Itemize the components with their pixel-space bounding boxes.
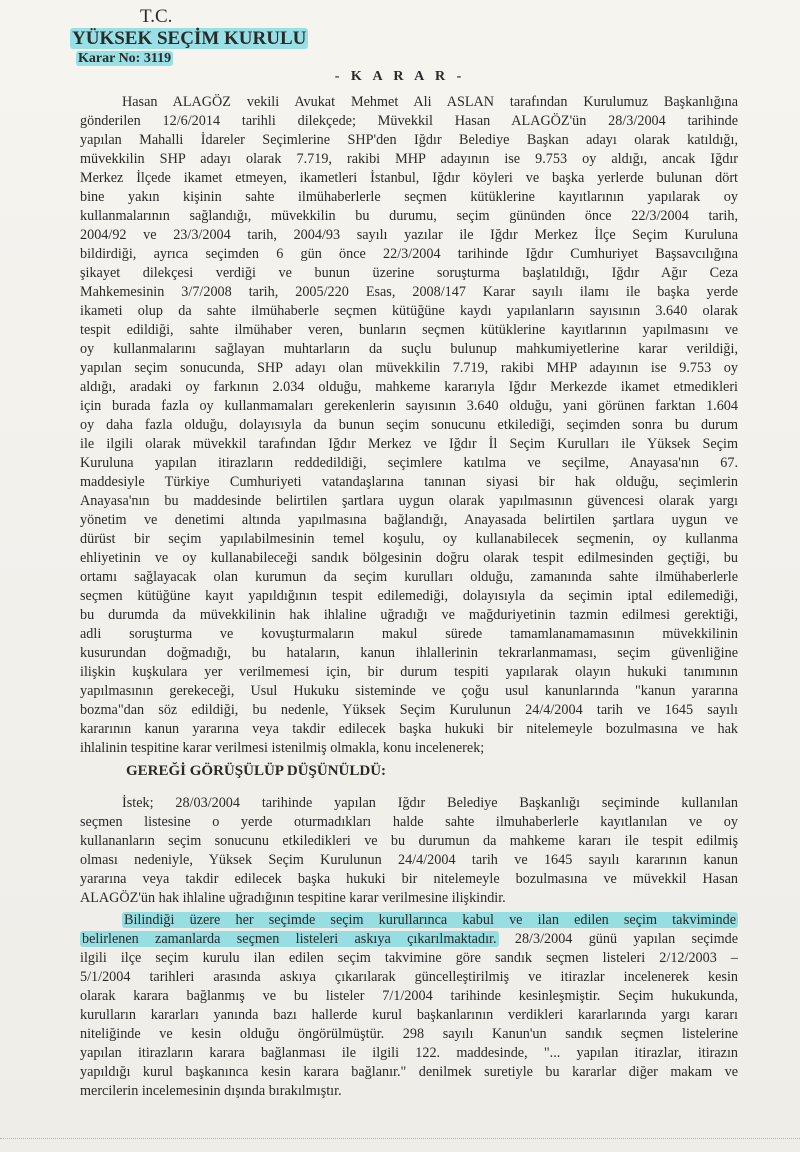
document-title: - K A R A R -	[334, 69, 466, 84]
page-bottom-rule	[0, 1138, 800, 1140]
para1-line: Mahkemesinin 3/7/2008 tarih, 2005/220 Esas, 2008/147 Karar sayılı ilamı ile başka yerde	[80, 284, 738, 300]
para1-line: ihlalinin tespitine karar verilmesi istenilmiş olmakla, konu incelenerek;	[80, 740, 485, 756]
para1-line: kullanmalarının sağlandığı, müvekkilin bu durumu, seçim gününden önce 22/3/2004 tarih,	[80, 208, 738, 224]
para1-line: bozma"dan söz edildiği, bu nedenle, Yüksek Seçim Kurulunun 24/4/2004 tarih ve 1645 sayılı	[80, 702, 738, 718]
para1-line: oy daha fazla olduğu, dolayısıyla da bunun seçim sonucunu etkilediği, seçimden sonra bu durum	[80, 417, 738, 433]
header-tc: T.C.	[140, 6, 173, 27]
para1-line: Kuruluna yapılan itirazların reddedildiği, seçimlere katılma ve seçilme, Anayasa'nın 67.	[80, 455, 738, 471]
para2-line: ALAGÖZ'ün hak ihlaline uğradığının tespitine karar verilmesine ilişkindir.	[80, 890, 506, 906]
para1-line: seçmen kütüğüne kayıt yapıldığının tespit edilemediği, dolayısıyla da seçimin iptal edilemediği,	[80, 588, 738, 604]
section-subheading: GEREĞİ GÖRÜŞÜLÜP DÜŞÜNÜLDÜ:	[126, 763, 387, 779]
ruling-line: yapıldığı kurul başkanınca kesin karara bağlanır." denilmek suretiyle bu kararlar diğer makam ve	[80, 1064, 738, 1080]
ruling-highlight-1: Bilindiği üzere her seçimde seçim kurullarınca kabul ve ilan edilen seçim takviminde	[124, 912, 736, 928]
ruling-line: mercilerin incelemesinin dışında bırakılmıştır.	[80, 1083, 342, 1099]
ruling-line: kurulların kararları yanında bazı hallerde kurul başkanlarının verdikleri kararlarında yargı kararı	[80, 1007, 738, 1023]
ruling-line: 5/1/2004 tarihleri arasında askıya çıkarılarak güncelleştirilmiş ve itirazlar incelenerek kesin	[80, 969, 738, 985]
ruling-line-1	[80, 911, 738, 930]
paragraph-ruling	[80, 911, 738, 1101]
para1-line: ikameti olup da sahte ilmühaberle seçmen kütüğüne kaydı yapılanların sayısının 3.640 olarak	[80, 303, 738, 319]
header-decision-no	[76, 51, 173, 67]
paragraph-petition	[80, 93, 738, 758]
para1-line: bildirdiği, ayrıca seçimden 6 gün önce 22/3/2004 tarihinde Iğdır Cumhuriyet Başsavcılığına	[80, 246, 738, 262]
para1-line: Merkez İlçede ikamet etmeyen, ikametleri İstanbul, Iğdır köyleri ve başka yerlerde bulunan dört	[80, 170, 738, 186]
para1-line: oy kullanmalarını sağlayan muhtarların da suçlu bulunup mahkumiyetlerine karar verildiği,	[80, 341, 738, 357]
para1-line: ortamı sağlayacak olan kurumun da seçim kurulları olduğu, zamanında sahte ilmühaberlerle	[80, 569, 738, 585]
ruling-line-2	[80, 930, 738, 949]
ruling-highlight-2: belirlenen zamanlarda seçmen listeleri askıya çıkarılmaktadır.	[82, 931, 497, 947]
para1-line: müvekkilin SHP adayı olarak 7.719, rakibi MHP adayının ise 9.753 oy aldığı, ancak Iğdır	[80, 151, 738, 167]
para2-line: İstek; 28/03/2004 tarihinde yapılan Iğdır Belediye Başkanlığı seçiminde kullanılan	[122, 795, 738, 811]
para2-line: seçmen listesine o yerde oturmadıkları halde sahte ilmuhaberlerle kayıtlanılan ve oy	[80, 814, 738, 830]
para1-line: yapılmasının gerekeceği, Usul Hukuku sisteminde ve çoğu usul kanunlarında "kanun yararına	[80, 683, 738, 699]
ruling-line: yapılan itirazların karara bağlanması ile ilgili 122. maddesinde, "... yapılan itirazlar, itirazın	[80, 1045, 738, 1061]
para1-line: ile ilgili olarak müvekkil tarafından Iğdır Merkez ve Iğdır İl Seçim Kurulları ile Yüksek Seçim	[80, 436, 738, 452]
paragraph-request	[80, 794, 738, 908]
para1-line: bu durumda da müvekkilinin hak ihlaline uğradığı ve mağduriyetinin tazmin edilmesi gerektiği,	[80, 607, 738, 623]
para1-line: yönetim ve denetimi altında yapılmasına bağlandığı, Anayasada belirtilen şartlara uygun ve	[80, 512, 738, 528]
para1-line: dürüst bir seçim yapılabilmesinin temel koşulu, oy kullanabilecek seçmenin, oy kullanma	[80, 531, 738, 547]
para1-line: Hasan ALAGÖZ vekili Avukat Mehmet Ali ASLAN tarafından Kurulumuz Başkanlığına	[122, 94, 738, 110]
para1-line: 2004/92 ve 23/3/2004 tarih, 2004/93 sayılı yazılar ile Iğdır Merkez İlçe Seçim Kuruluna	[80, 227, 738, 243]
para1-line: adli soruşturma ve kovuşturmaların makul sürede tamamlanamamasının müvekkilinin	[80, 626, 738, 642]
para1-line: yapılan Mahalli İdareler Seçimlerine SHP'den Iğdır Belediye Başkan adayı olarak katıldığı,	[80, 132, 738, 148]
para2-line: kullananların seçim sonucunu etkiledikleri ve bu durumun da mahkeme kararı ile tespit edilmiş	[80, 833, 738, 849]
para1-line: tespit edildiği, sahte ilmühaber veren, bunların seçmen kütüklerine kayıtlarının yapılmasını ve	[80, 322, 738, 338]
para1-line: gönderilen 12/6/2014 tarihli dilekçede; Müvekkil Hasan ALAGÖZ'ün 28/3/2004 tarihinde	[80, 113, 738, 129]
para2-line: yararına veya takdir edilecek başka hukuki bir nitelemeyle bozulmasına ve müvekkil Hasan	[80, 871, 738, 887]
para1-line: ilişkin kuşkulara yer verilmemesi için, bir durum tespiti yapılarak olayın hukuki tanımının	[80, 664, 738, 680]
para1-line: maddesiyle Türkiye Cumhuriyeti vatandaşlarına tanınan siyasi bir hak olduğu, seçimlerin	[80, 474, 738, 490]
ruling-line-2-rest: 28/3/2004 günü yapılan seçimde	[498, 931, 738, 947]
para1-line: kararının kanun yararına veya takdir edilecek başka hukuki bir nitelemeyle bozulmasına ve hak	[80, 721, 738, 737]
ruling-line: ilgili ilçe seçim kurulu ilan edilen seçim takvimine göre sandık seçmen listeleri 2/12/2003 –	[80, 950, 738, 966]
para1-line: bine yakın kişinin sahte ilmühaberlerle seçmen kütüklerine kayıtlarının yapılarak oy	[80, 189, 738, 205]
header-institution	[70, 28, 308, 50]
ruling-line: olarak karara bağlanmış ve bu listeler 7/1/2004 tarihinde kesinleşmiştir. Seçim hukukunda,	[80, 988, 738, 1004]
para1-line: Anayasa'nın bu maddesinde belirtilen şartlara uygun olarak yapılmasının güvencesi olarak yargı	[80, 493, 738, 509]
para1-line: ehliyetinin ve oy kullanabileceği sandık bölgesinin doğru olarak tespit edilmesinden geçtiği, bu	[80, 550, 738, 566]
para1-line: yapılan seçim sonucunda, SHP adayı olan müvekkilin 7.719, rakibi MHP adayının ise 9.753 oy	[80, 360, 738, 376]
decision-no-highlight: Karar No: 3119	[78, 51, 172, 66]
ruling-line: niteliğinde ve kesin olduğu öngörülmüştür. 298 sayılı Kanun'un sandık seçmen listelerine	[80, 1026, 738, 1042]
para1-line: aldığı, aradaki oy farkının 2.034 olduğu, mahkeme kararıyla Iğdır Merkezde ikamet etmedikleri	[80, 379, 738, 395]
para1-line: şikayet dilekçesi verdiği ve bunun üzerine soruşturma başlatıldığı, Iğdır Ağır Ceza	[80, 265, 738, 281]
para2-line: olması nedeniyle, Yüksek Seçim Kurulunun 24/4/2004 tarih ve 1645 sayılı kararının kanun	[80, 852, 738, 868]
para1-line: kusurundan doğmadığı, bu hataların, kanun ihlallerinin tekrarlanmaması, seçim güvenliğine	[80, 645, 738, 661]
para1-line: için burada fazla oy kullanmamaları gerekenlerin sayısının 3.640 olduğu, yani görünen farktan 1.604	[80, 398, 738, 414]
institution-highlight: YÜKSEK SEÇİM KURULU	[72, 28, 307, 49]
